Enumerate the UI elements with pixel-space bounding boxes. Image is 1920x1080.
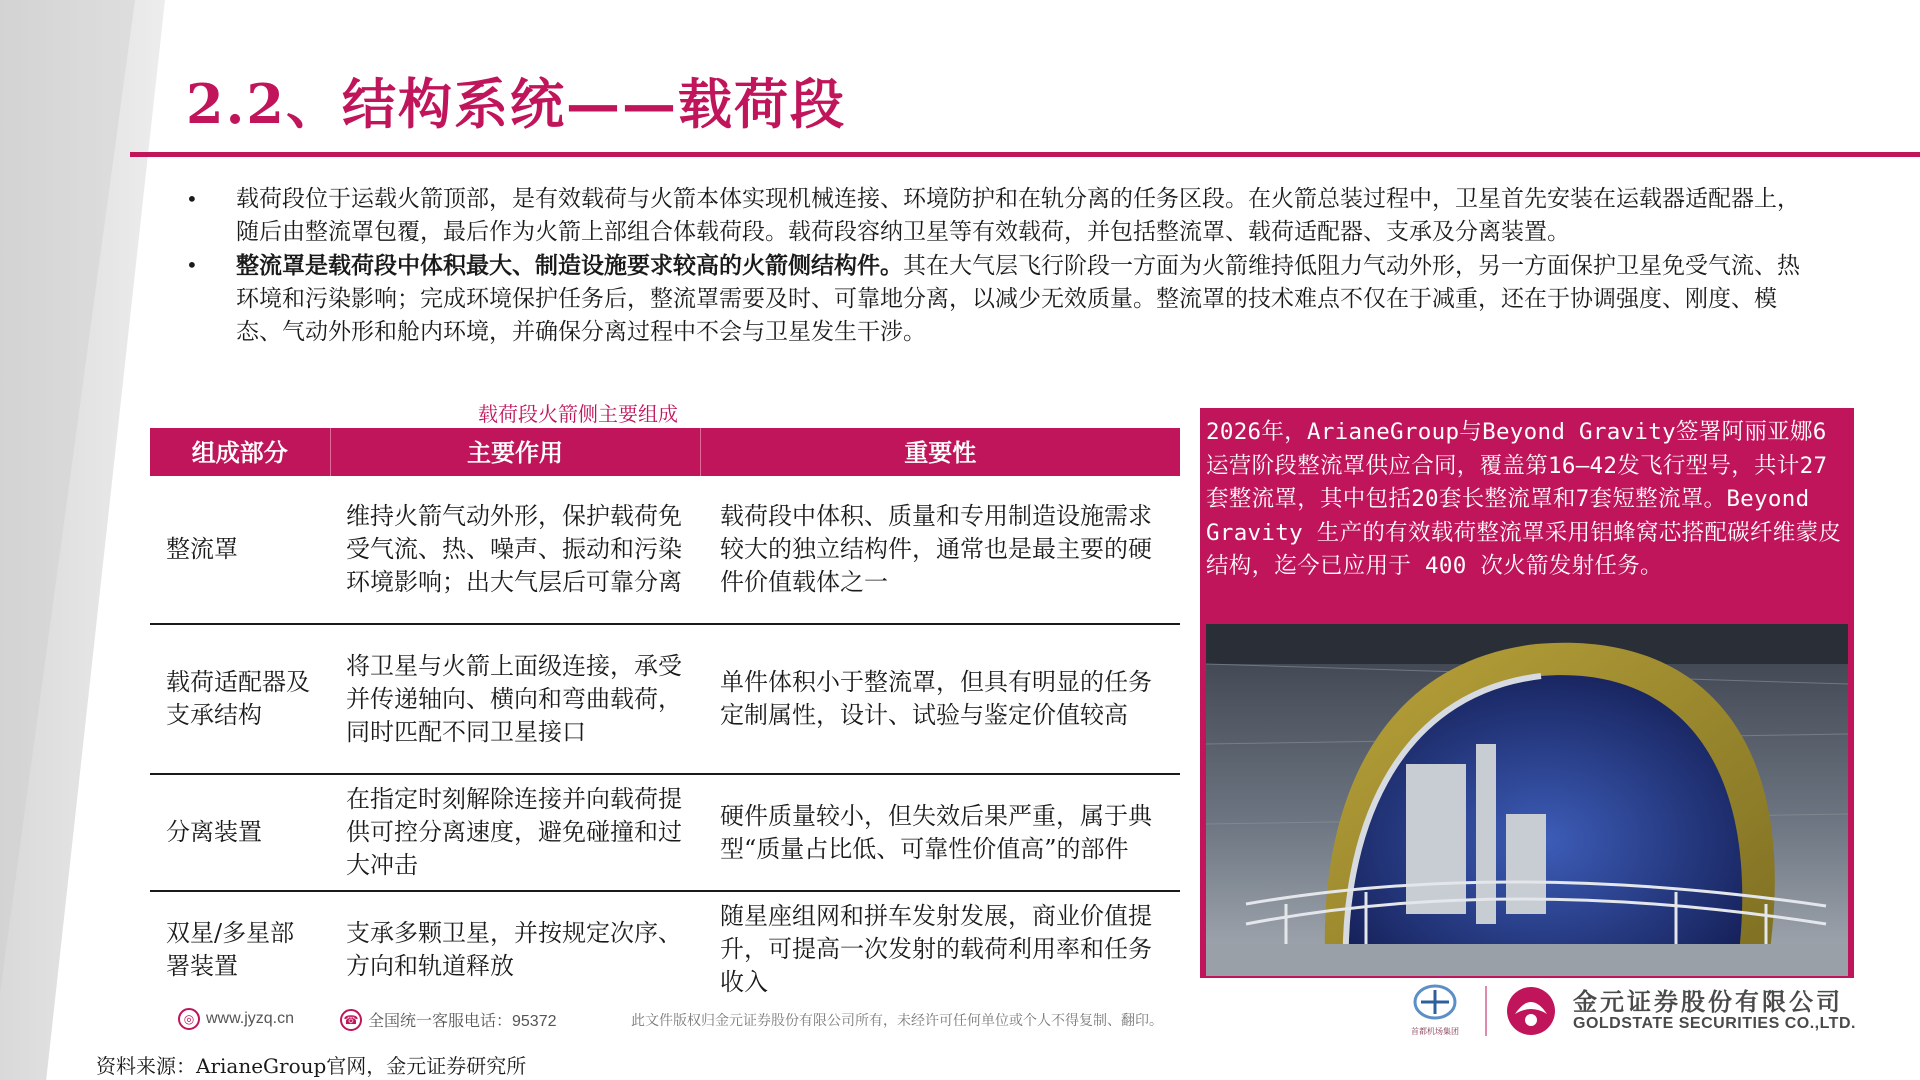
goldstate-logo-icon <box>1499 984 1563 1042</box>
bullet-dot-icon: • <box>186 187 198 211</box>
footer-bar <box>178 1008 1198 1038</box>
footer-hotline <box>340 1008 557 1031</box>
footer-hotline-text: 全国统一客服电话：95372 <box>368 1013 557 1030</box>
airport-group-caption: 首都机场集团 <box>1411 1027 1459 1036</box>
table-row <box>150 476 1180 624</box>
cell-importance: 单件体积小于整流罩，但具有明显的任务定制属性，设计、试验与鉴定价值较高 <box>700 624 1180 774</box>
cell-function: 维持火箭气动外形，保护载荷免受气流、热、噪声、振动和污染环境影响；出大气层后可靠分离 <box>330 476 700 624</box>
header-function: 主要作用 <box>330 428 700 476</box>
table-header-row <box>150 428 1180 476</box>
airport-group-logo <box>1395 982 1475 1038</box>
cell-component: 双星/多星部署装置 <box>166 918 295 980</box>
bullet-item <box>186 183 1806 249</box>
globe-icon: ◎ <box>178 1008 200 1030</box>
cell-importance: 载荷段中体积、质量和专用制造设施需求较大的独立结构件，通常也是最主要的硬件价值载体之一 <box>700 476 1180 624</box>
company-name-cn: 金元证券股份有限公司 <box>1573 988 1843 1016</box>
header-importance: 重要性 <box>700 428 1180 476</box>
header-component: 组成部分 <box>150 428 330 476</box>
bullet-dot-icon: • <box>186 253 198 277</box>
bullet-bold-lead: 整流罩是载荷段中体积最大、制造设施要求较高的火箭侧结构件。 <box>236 252 903 279</box>
bullet-list <box>186 183 1806 349</box>
cell-importance: 硬件质量较小，但失效后果严重，属于典型“质量占比低、可靠性价值高”的部件 <box>700 774 1180 891</box>
bullet-item <box>186 249 1806 349</box>
cell-importance: 随星座组网和拼车发射发展，商业价值提升，可提高一次发射的载荷利用率和任务收入 <box>720 902 1152 996</box>
fairing-photo <box>1206 624 1848 976</box>
cell-function: 将卫星与火箭上面级连接，承受并传递轴向、横向和弯曲载荷，同时匹配不同卫星接口 <box>330 624 700 774</box>
logo-area <box>1395 982 1865 1040</box>
table-row <box>150 624 1180 774</box>
cell-component: 分离装置 <box>150 774 330 891</box>
page-title: 2.2、结构系统——载荷段 <box>186 72 846 136</box>
source-note: 资料来源：ArianeGroup官网，金元证券研究所 <box>96 1054 527 1078</box>
table-caption: 载荷段火箭侧主要组成 <box>478 402 678 426</box>
callout-text: 2026年，ArianeGroup与Beyond Gravity签署阿丽亚娜6运营阶段整流罩供应合同，覆盖第16—42发飞行型号，共计27套整流罩，其中包括20套长整流罩和7套短整流罩。Beyond Gravity 生产的有效载荷整流罩采用铝蜂窝芯搭配碳纤维蒙皮结构，迄今已应用于 400 次火箭发射任务。 <box>1206 419 1842 579</box>
table-row <box>150 774 1180 891</box>
bullet-text: 其在大气层飞行阶段一方面为火箭维持低阻力气动外形，另一方面保护卫星免受气流、热环境和污染影响；完成环境保护任务后，整流罩需要及时、可靠地分离，以减少无效质量。整流罩的技术难点不仅在于减重，还在于协调强度、刚度、模态、气动外形和舱内环境，并确保分离过程中不会与卫星发生干涉。 <box>236 253 1800 345</box>
cell-function: 支承多颗卫星，并按规定次序、方向和轨道释放 <box>346 918 682 980</box>
cell-component: 载荷适配器及支承结构 <box>150 624 330 774</box>
bullet-text: 载荷段位于运载火箭顶部，是有效载荷与火箭本体实现机械连接、环境防护和在轨分离的任务区段。在火箭总装过程中，卫星首先安装在运载器适配器上，随后由整流罩包覆，最后作为火箭上部组合体载荷段。载荷段容纳卫星等有效载荷，并包括整流罩、载荷适配器、支承及分离装置。 <box>236 186 1800 245</box>
logo-divider <box>1485 986 1487 1036</box>
table-row <box>150 891 1180 1007</box>
cell-function: 在指定时刻解除连接并向载荷提供可控分离速度，避免碰撞和过大冲击 <box>330 774 700 891</box>
footer-website-text: www.jyzq.cn <box>206 1010 295 1027</box>
footer-website[interactable] <box>178 1008 294 1030</box>
phone-icon: ☎ <box>340 1009 362 1031</box>
company-name-en: GOLDSTATE SECURITIES CO.,LTD. <box>1573 1015 1856 1032</box>
footer-rights: 此文件版权归金元证券股份有限公司所有，未经许可任何单位或个人不得复制、翻印。 <box>631 1012 1163 1028</box>
components-table <box>150 428 1180 1007</box>
title-divider <box>130 152 1920 157</box>
cell-component: 整流罩 <box>150 476 330 624</box>
